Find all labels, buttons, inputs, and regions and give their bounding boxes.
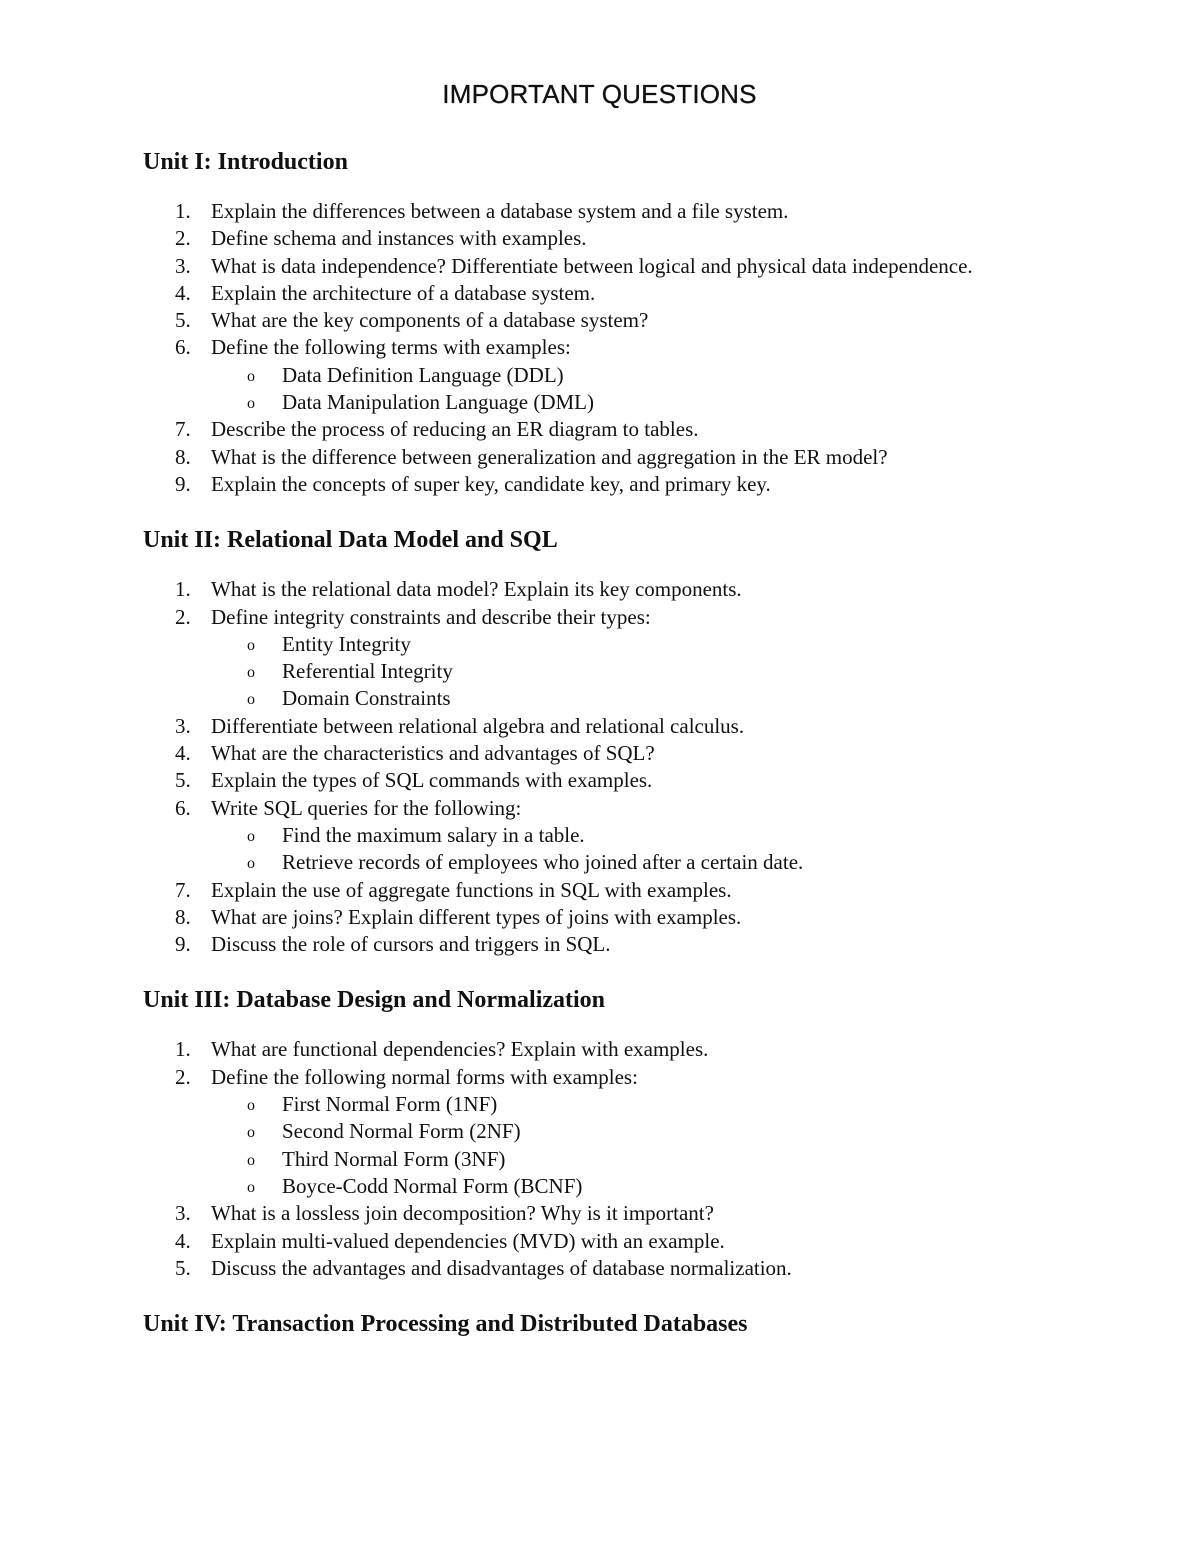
unit-section (143, 984, 1050, 1282)
question-item (143, 576, 1050, 603)
unit-heading: Unit IV: Transaction Processing and Distributed Databases (143, 1311, 748, 1338)
question-item (143, 1255, 1050, 1282)
question-text: Differentiate between relational algebra and relational calculus. (211, 713, 745, 738)
sub-item (211, 1118, 1050, 1145)
sub-item-text: Data Manipulation Language (DML) (282, 390, 594, 415)
circle-bullet-icon: o (247, 827, 255, 845)
question-number: 6. (175, 335, 191, 360)
question-number: 4. (175, 741, 191, 766)
question-item (143, 767, 1050, 794)
question-item (143, 931, 1050, 958)
question-number: 6. (175, 795, 191, 820)
question-item (143, 1228, 1050, 1255)
question-number: 5. (175, 768, 191, 793)
units-container (143, 146, 1050, 1340)
circle-bullet-icon: o (247, 1151, 255, 1169)
sub-item-list (211, 822, 1050, 877)
question-text: What is data independence? Differentiate between logical and physical data independence. (211, 253, 973, 278)
sub-item-list (211, 362, 1050, 417)
question-text: Define schema and instances with examples. (211, 226, 587, 251)
question-text: Write SQL queries for the following: (211, 795, 522, 820)
sub-item-text: Find the maximum salary in a table. (282, 822, 585, 847)
sub-item-text: Entity Integrity (282, 631, 411, 656)
question-number: 3. (175, 713, 191, 738)
question-number: 4. (175, 1228, 191, 1253)
question-number: 3. (175, 1201, 191, 1226)
question-number: 3. (175, 253, 191, 278)
unit-section (143, 1308, 1050, 1340)
sub-item (211, 631, 1050, 658)
question-number: 5. (175, 1255, 191, 1280)
question-list (143, 1036, 1050, 1282)
question-item (143, 795, 1050, 877)
question-item (143, 225, 1050, 252)
circle-bullet-icon: o (247, 1097, 255, 1115)
question-text: What are joins? Explain different types of joins with examples. (211, 904, 742, 929)
question-item (143, 416, 1050, 443)
question-number: 2. (175, 226, 191, 251)
question-text: What is the relational data model? Explain its key components. (211, 577, 742, 602)
sub-item-text: Domain Constraints (282, 686, 451, 711)
sub-item-text: Retrieve records of employees who joined after a certain date. (282, 850, 804, 875)
sub-item (211, 849, 1050, 876)
question-number: 1. (175, 577, 191, 602)
question-text: What is the difference between generalization and aggregation in the ER model? (211, 444, 888, 469)
circle-bullet-icon: o (247, 367, 255, 385)
question-text: Explain the concepts of super key, candidate key, and primary key. (211, 471, 771, 496)
sub-item-text: Boyce-Codd Normal Form (BCNF) (282, 1173, 583, 1198)
question-text: Explain the architecture of a database system. (211, 280, 596, 305)
question-number: 5. (175, 308, 191, 333)
question-item (143, 198, 1050, 225)
question-list (143, 576, 1050, 958)
question-text: Explain the differences between a database system and a file system. (211, 199, 789, 223)
circle-bullet-icon: o (247, 1178, 255, 1196)
sub-item-list (211, 631, 1050, 713)
question-item (143, 280, 1050, 307)
question-number: 2. (175, 1064, 191, 1089)
question-item (143, 1064, 1050, 1200)
sub-item-text: First Normal Form (1NF) (282, 1092, 498, 1117)
question-item (143, 1200, 1050, 1227)
question-number: 9. (175, 932, 191, 957)
question-text: Explain the use of aggregate functions in SQL with examples. (211, 877, 732, 902)
question-number: 2. (175, 604, 191, 629)
sub-item-list (211, 1091, 1050, 1200)
sub-item (211, 1091, 1050, 1118)
circle-bullet-icon: o (247, 855, 255, 873)
question-text: Explain multi-valued dependencies (MVD) with an example. (211, 1228, 725, 1253)
unit-heading: Unit III: Database Design and Normalization (143, 987, 606, 1014)
question-item (143, 253, 1050, 280)
sub-item (211, 685, 1050, 712)
circle-bullet-icon: o (247, 395, 255, 413)
question-number: 7. (175, 877, 191, 902)
question-number: 1. (175, 199, 191, 223)
question-item (143, 604, 1050, 713)
sub-item-text: Third Normal Form (3NF) (282, 1146, 506, 1171)
question-number: 9. (175, 471, 191, 496)
question-number: 8. (175, 904, 191, 929)
question-item (143, 1036, 1050, 1063)
question-number: 4. (175, 280, 191, 305)
question-list (143, 198, 1050, 498)
unit-section (143, 146, 1050, 498)
sub-item (211, 822, 1050, 849)
sub-item (211, 658, 1050, 685)
question-item (143, 334, 1050, 416)
unit-heading: Unit II: Relational Data Model and SQL (143, 527, 558, 554)
question-item (143, 444, 1050, 471)
question-item (143, 471, 1050, 498)
question-number: 7. (175, 417, 191, 442)
sub-item (211, 389, 1050, 416)
unit-heading: Unit I: Introduction (143, 149, 348, 175)
question-text: What is a lossless join decomposition? Why is it important? (211, 1201, 714, 1226)
question-text: What are functional dependencies? Explain with examples. (211, 1037, 709, 1062)
sub-item-text: Referential Integrity (282, 659, 453, 684)
circle-bullet-icon: o (247, 664, 255, 682)
sub-item-text: Second Normal Form (2NF) (282, 1119, 521, 1144)
circle-bullet-icon: o (247, 636, 255, 654)
question-text: What are the characteristics and advantages of SQL? (211, 741, 655, 766)
sub-item-text: Data Definition Language (DDL) (282, 362, 564, 387)
question-number: 8. (175, 444, 191, 469)
sub-item (211, 362, 1050, 389)
question-text: Define the following normal forms with examples: (211, 1064, 638, 1089)
question-text: Discuss the role of cursors and triggers in SQL. (211, 932, 611, 957)
question-item (143, 307, 1050, 334)
question-text: What are the key components of a database system? (211, 308, 649, 333)
question-item (143, 740, 1050, 767)
circle-bullet-icon: o (247, 691, 255, 709)
question-item (143, 877, 1050, 904)
question-text: Define integrity constraints and describe their types: (211, 604, 651, 629)
question-number: 1. (175, 1037, 191, 1062)
question-item (143, 904, 1050, 931)
circle-bullet-icon: o (247, 1124, 255, 1142)
question-text: Describe the process of reducing an ER diagram to tables. (211, 417, 699, 442)
unit-section (143, 524, 1050, 958)
sub-item (211, 1173, 1050, 1200)
question-text: Define the following terms with examples: (211, 335, 571, 360)
sub-item (211, 1146, 1050, 1173)
question-item (143, 713, 1050, 740)
page-title: IMPORTANT QUESTIONS (442, 79, 757, 109)
question-text: Discuss the advantages and disadvantages of database normalization. (211, 1255, 792, 1280)
question-text: Explain the types of SQL commands with examples. (211, 768, 653, 793)
